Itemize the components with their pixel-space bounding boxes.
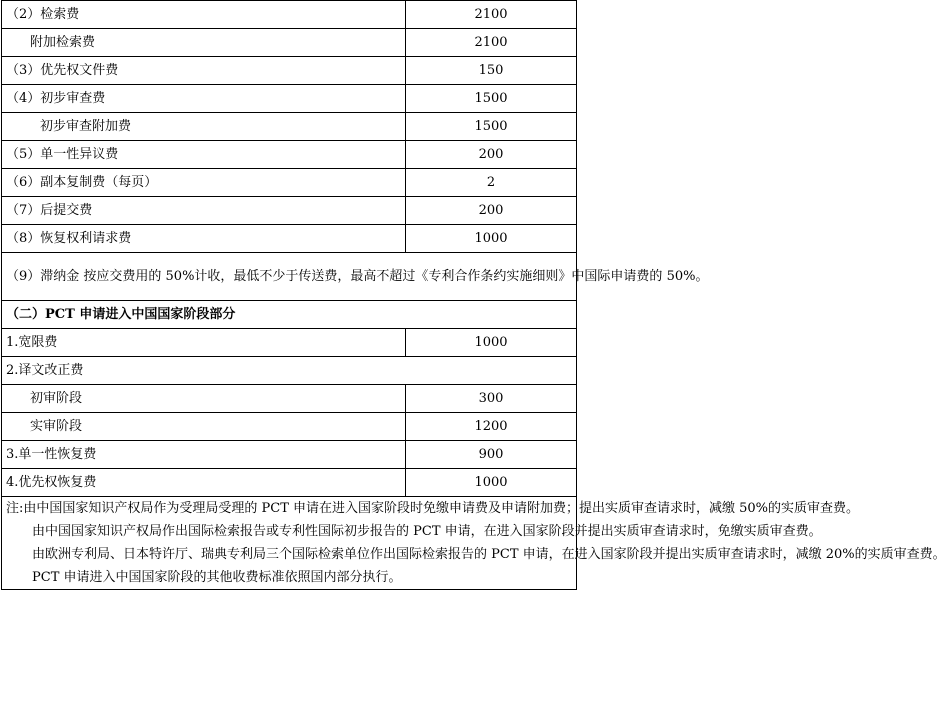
fee-amount: 200 xyxy=(406,141,577,169)
fee-name: （5）单一性异议费 xyxy=(2,141,406,169)
table-row xyxy=(2,57,577,85)
fee-amount: 300 xyxy=(406,385,577,413)
fee-amount: 150 xyxy=(406,57,577,85)
fee-amount: 200 xyxy=(406,197,577,225)
table-row xyxy=(2,329,577,357)
table-row xyxy=(2,357,577,385)
fee-name: 实审阶段 xyxy=(2,413,406,441)
late-fee-row xyxy=(2,253,577,301)
fee-amount: 2 xyxy=(406,169,577,197)
notes-cell xyxy=(2,497,946,590)
fee-name: 附加检索费 xyxy=(2,29,406,57)
table-row xyxy=(2,441,577,469)
section-title: （二）PCT 申请进入中国国家阶段部分 xyxy=(2,301,577,329)
fee-name: （7）后提交费 xyxy=(2,197,406,225)
note-paragraph: 由欧洲专利局、日本特许厅、瑞典专利局三个国际检索单位作出国际检索报告的 PCT 申请，在进入国家阶段并提出实质审查请求时，减缴 20%的实质审查费。 xyxy=(32,547,946,562)
fee-name: 1.宽限费 xyxy=(2,329,406,357)
note-paragraph: 注:由中国国家知识产权局作为受理局受理的 PCT 申请在进入国家阶段时免缴申请费及申请附加费；提出实质审查请求时，减缴 50%的实质审查费。 xyxy=(6,501,860,516)
fee-amount: 1000 xyxy=(406,329,577,357)
late-fee-note: （9）滞纳金 按应交费用的 50%计收，最低不少于传送费，最高不超过《专利合作条约实施细则》中国际申请费的 50%。 xyxy=(2,253,577,301)
fee-name: 初审阶段 xyxy=(2,385,406,413)
fee-amount: 1200 xyxy=(406,413,577,441)
table-row xyxy=(2,141,577,169)
table-row xyxy=(2,29,577,57)
fee-amount: 1000 xyxy=(406,225,577,253)
fee-name: 2.译文改正费 xyxy=(2,357,577,385)
notes-row xyxy=(2,497,577,590)
note-paragraph: 由中国国家知识产权局作出国际检索报告或专利性国际初步报告的 PCT 申请，在进入国家阶段并提出实质审查请求时，免缴实质审查费。 xyxy=(32,524,822,539)
section-header-row xyxy=(2,301,577,329)
table-row xyxy=(2,85,577,113)
fee-name: （6）副本复制费（每页） xyxy=(2,169,406,197)
table-row xyxy=(2,1,577,29)
fee-amount: 1500 xyxy=(406,85,577,113)
fee-amount: 1000 xyxy=(406,469,577,497)
table-row xyxy=(2,225,577,253)
fee-amount: 900 xyxy=(406,441,577,469)
fee-name: 3.单一性恢复费 xyxy=(2,441,406,469)
fee-name: （4）初步审查费 xyxy=(2,85,406,113)
fee-name: 初步审查附加费 xyxy=(2,113,406,141)
fee-amount: 2100 xyxy=(406,1,577,29)
table-row xyxy=(2,197,577,225)
table-row xyxy=(2,113,577,141)
fee-amount: 1500 xyxy=(406,113,577,141)
fee-name: 4.优先权恢复费 xyxy=(2,469,406,497)
table-row xyxy=(2,413,577,441)
fee-table xyxy=(1,0,946,590)
fee-name: （2）检索费 xyxy=(2,1,406,29)
fee-name: （3）优先权文件费 xyxy=(2,57,406,85)
fee-amount: 2100 xyxy=(406,29,577,57)
fee-name: （8）恢复权利请求费 xyxy=(2,225,406,253)
table-row xyxy=(2,469,577,497)
note-paragraph: PCT 申请进入中国国家阶段的其他收费标准依照国内部分执行。 xyxy=(32,570,402,585)
table-row xyxy=(2,385,577,413)
table-row xyxy=(2,169,577,197)
